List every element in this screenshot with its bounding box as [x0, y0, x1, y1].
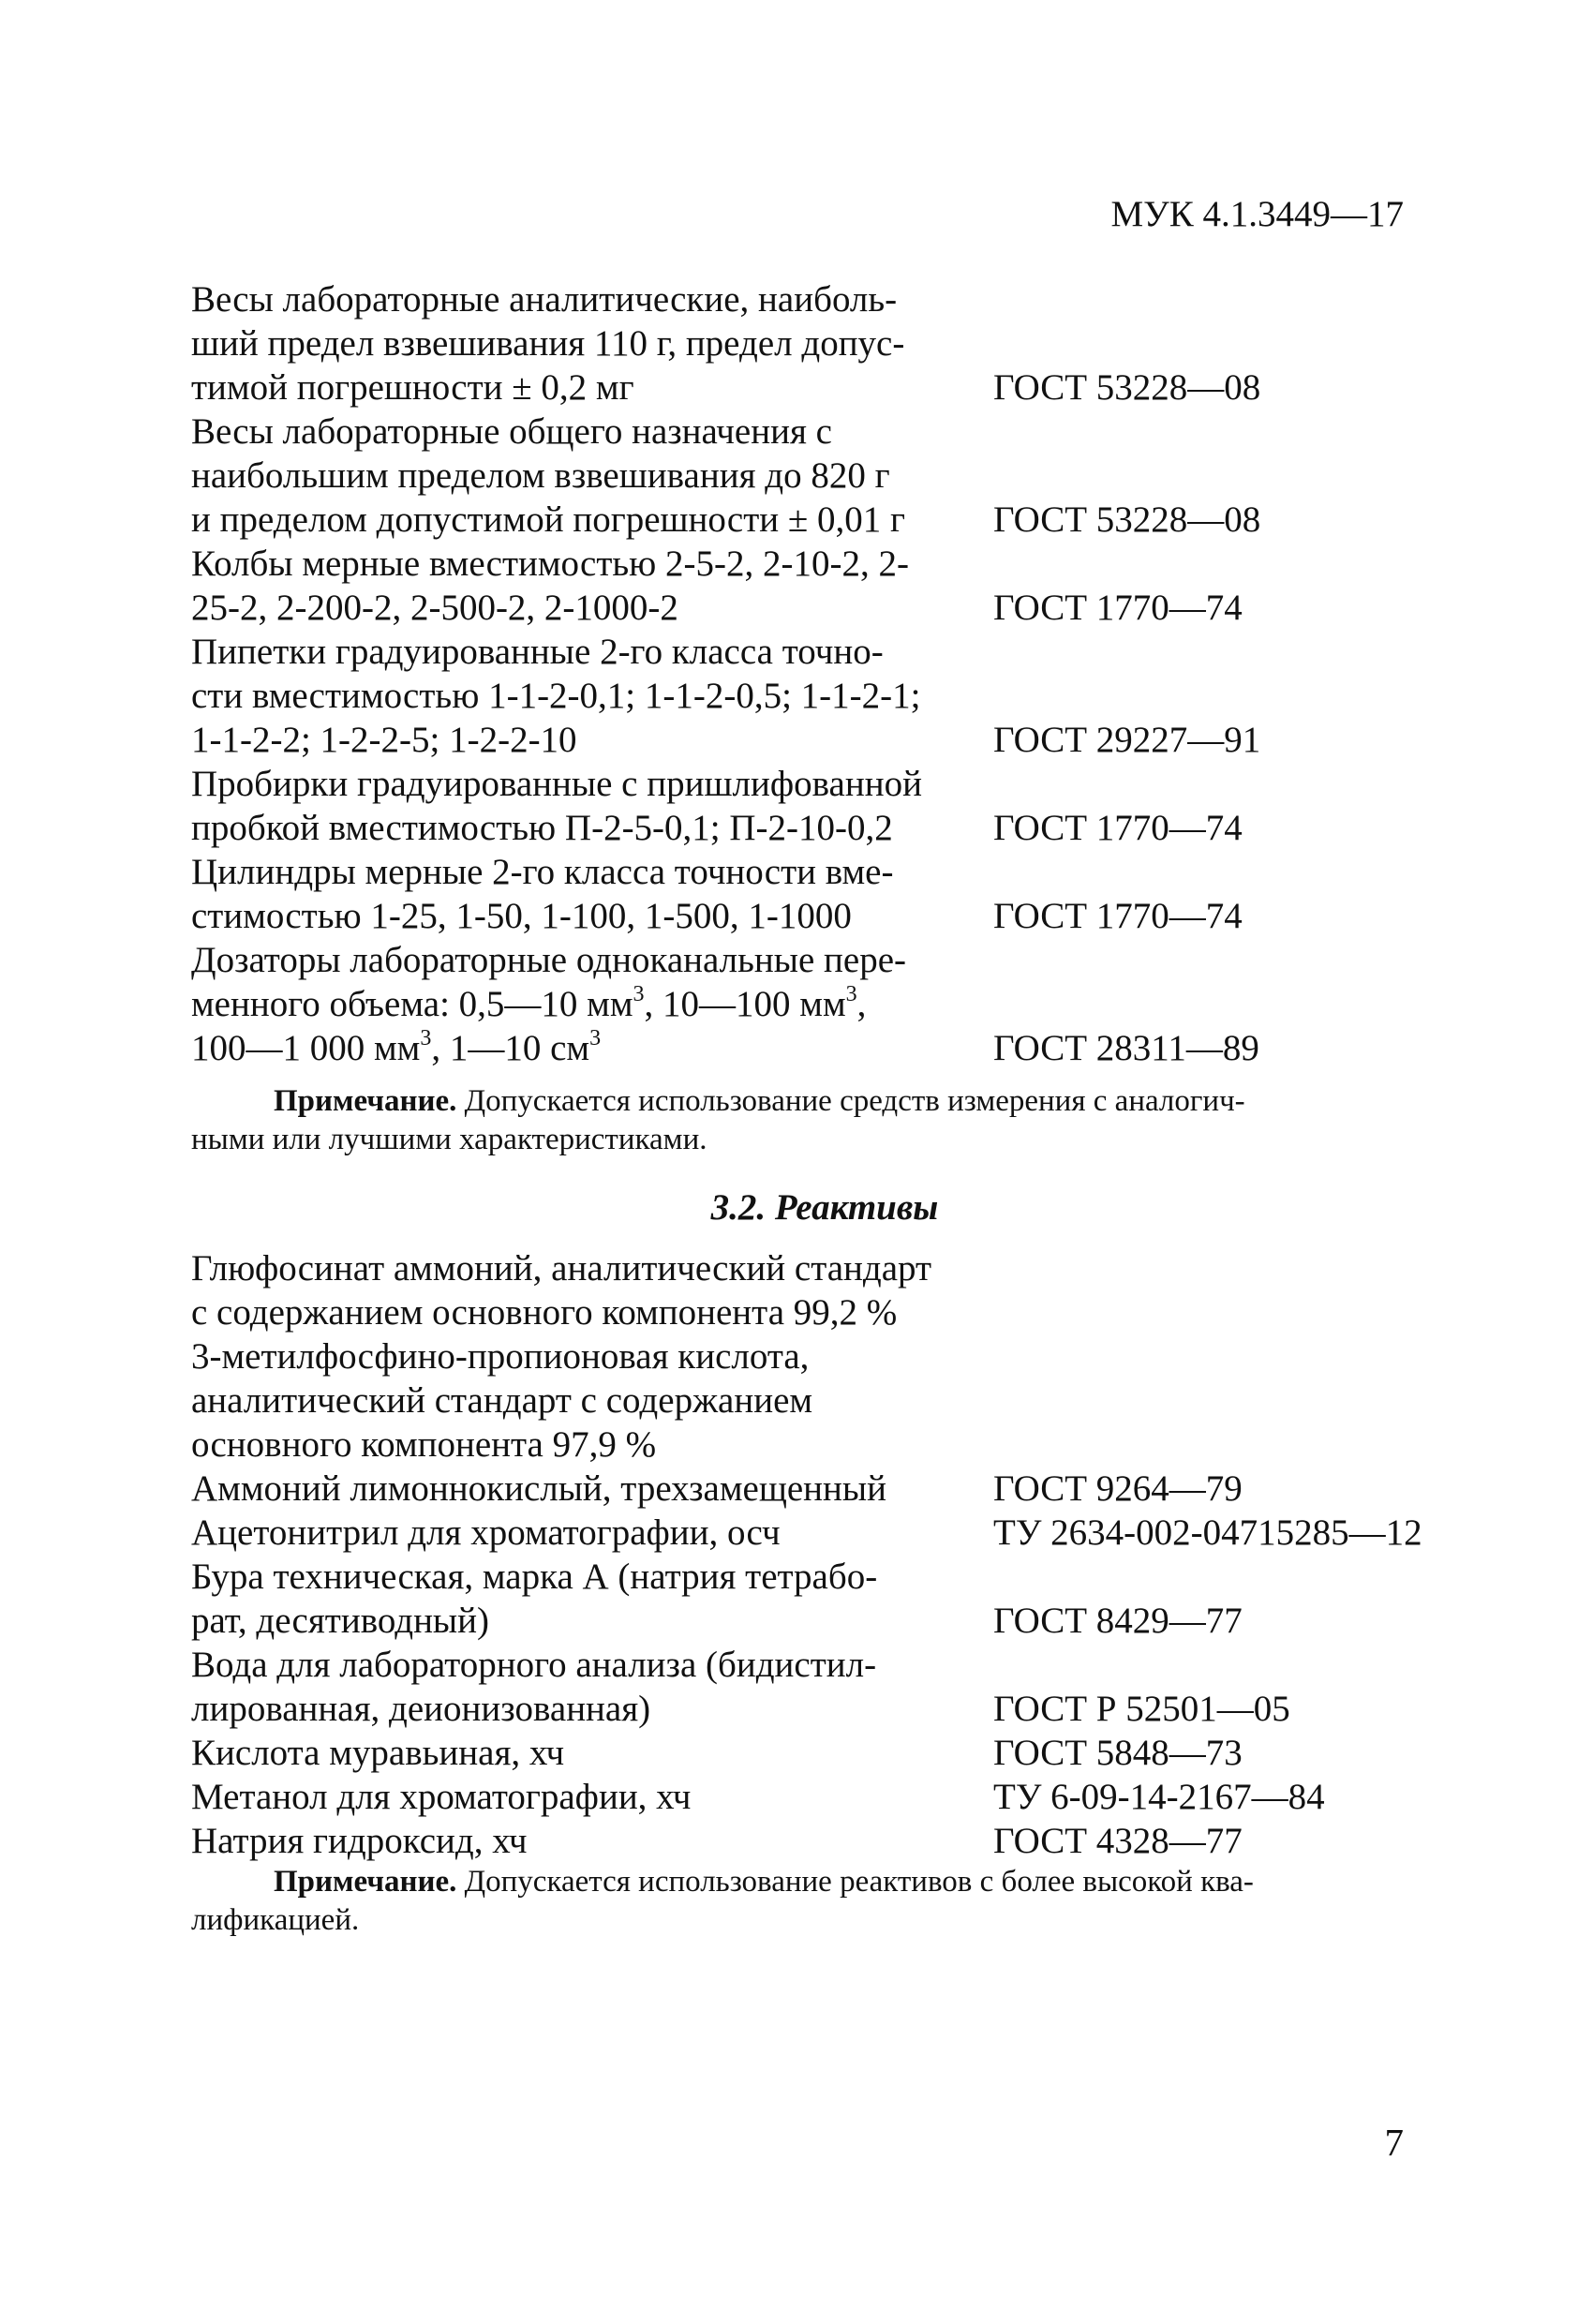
description-line: Весы лабораторные общего назначения с	[191, 411, 832, 452]
item-standard: ТУ 2634-002-04715285—12	[993, 1512, 1422, 1553]
description-line	[191, 982, 993, 1026]
description-line: Весы лабораторные аналитические, наиболь-	[191, 279, 898, 320]
item-description	[191, 762, 993, 850]
equipment-item-dispenser	[191, 938, 1447, 1070]
description-line: Вода для лабораторного анализа (бидистил-	[191, 1645, 877, 1685]
description-line: Пипетки градуированные 2-го класса точно-	[191, 632, 884, 672]
note-reagents	[191, 1863, 1400, 1940]
item-standard: ГОСТ 53228—08	[993, 499, 1261, 540]
item-description	[191, 1775, 993, 1819]
description-line: тимой погрешности ± 0,2 мг	[191, 367, 634, 408]
volume-text: 100—1 000 мм	[191, 1028, 421, 1068]
item-standard: ГОСТ 4328—77	[993, 1821, 1243, 1861]
document-code: МУК 4.1.3449—17	[1110, 194, 1404, 234]
description-line: стимостью 1-25, 1-50, 1-100, 1-500, 1-1000	[191, 896, 852, 936]
equipment-item	[191, 762, 1447, 850]
description-line: сти вместимостью 1-1-2-0,1; 1-1-2-0,5; 1-1-2-1;	[191, 676, 921, 716]
reagents-list	[191, 1246, 1447, 1863]
description-line: Кислота муравьиная, хч	[191, 1733, 565, 1773]
superscript: 3	[589, 1026, 602, 1050]
equipment-item	[191, 850, 1447, 938]
reagent-item	[191, 1555, 1447, 1643]
description-line: 1-1-2-2; 1-2-2-5; 1-2-2-10	[191, 720, 577, 760]
description-line: Цилиндры мерные 2-го класса точности вме-	[191, 852, 894, 892]
note-label: Примечание.	[274, 1084, 457, 1118]
item-standard: ГОСТ 1770—74	[993, 588, 1243, 628]
volume-text: , 10—100 мм	[644, 984, 846, 1024]
note-line	[191, 1082, 1400, 1121]
superscript: 3	[420, 1026, 432, 1050]
item-description	[191, 1511, 993, 1555]
reagent-item	[191, 1775, 1447, 1819]
reagent-item	[191, 1643, 1447, 1731]
item-standard: ГОСТ 28311—89	[993, 1028, 1259, 1068]
equipment-item	[191, 630, 1447, 762]
item-standard: ГОСТ 1770—74	[993, 896, 1243, 936]
description-line: Ацетонитрил для хроматографии, осч	[191, 1512, 781, 1553]
reagent-item	[191, 1246, 1447, 1334]
item-standard: ГОСТ 8429—77	[993, 1601, 1243, 1641]
description-line: Пробирки градуированные с пришлифованной	[191, 764, 922, 804]
description-line: Глюфосинат аммоний, аналитический стандарт	[191, 1248, 932, 1289]
item-standard: ТУ 6-09-14-2167—84	[993, 1777, 1325, 1817]
description-line: основного компонента 97,9 %	[191, 1424, 657, 1465]
description-line	[191, 1026, 993, 1070]
description-line: 3-метилфосфино-пропионовая кислота,	[191, 1336, 810, 1377]
description-line: Бура техническая, марка А (натрия тетрабо-	[191, 1557, 878, 1597]
reagent-item	[191, 1819, 1447, 1863]
volume-text: , 1—10 см	[431, 1028, 590, 1068]
description-line: Дозаторы лабораторные одноканальные пере-	[191, 940, 907, 980]
item-description	[191, 1555, 993, 1643]
note-line	[191, 1863, 1400, 1901]
item-standard: ГОСТ 5848—73	[993, 1733, 1243, 1773]
item-standard: ГОСТ 9264—79	[993, 1468, 1243, 1509]
description-line: и пределом допустимой погрешности ± 0,01 г	[191, 499, 906, 540]
reagent-item	[191, 1731, 1447, 1775]
item-description	[191, 1643, 993, 1731]
item-standard: ГОСТ Р 52501—05	[993, 1689, 1290, 1729]
description-line: Натрия гидроксид, хч	[191, 1821, 528, 1861]
note-equipment	[191, 1082, 1400, 1159]
reagent-item	[191, 1511, 1447, 1555]
description-line: 25-2, 2-200-2, 2-500-2, 2-1000-2	[191, 588, 678, 628]
description-line: с содержанием основного компонента 99,2 %	[191, 1292, 898, 1333]
description-line: наибольшим пределом взвешивания до 820 г	[191, 455, 890, 496]
description-line: Колбы мерные вместимостью 2-5-2, 2-10-2, 2-	[191, 544, 909, 584]
item-standard: ГОСТ 1770—74	[993, 808, 1243, 848]
note-text: Допускается использование средств измерения с аналогич-	[456, 1084, 1245, 1118]
superscript: 3	[845, 982, 857, 1006]
equipment-item	[191, 277, 1447, 410]
item-description	[191, 542, 993, 630]
superscript: 3	[633, 982, 645, 1006]
item-description	[191, 850, 993, 938]
note-text: Допускается использование реактивов с более высокой ква-	[456, 1865, 1254, 1899]
item-description	[191, 1467, 993, 1511]
description-line: пробкой вместимостью П-2-5-0,1; П-2-10-0,2	[191, 808, 893, 848]
item-description	[191, 410, 993, 542]
item-standard: ГОСТ 53228—08	[993, 367, 1261, 408]
note-text: ными или лучшими характеристиками.	[191, 1123, 707, 1156]
equipment-list	[191, 277, 1447, 1070]
page-number: 7	[1384, 2121, 1404, 2164]
volume-text: менного объема: 0,5—10 мм	[191, 984, 633, 1024]
item-description	[191, 630, 993, 762]
reagent-item	[191, 1334, 1447, 1467]
item-description	[191, 1334, 993, 1467]
equipment-item	[191, 410, 1447, 542]
equipment-item	[191, 542, 1447, 630]
reagent-item	[191, 1467, 1447, 1511]
description-line: Метанол для хроматографии, хч	[191, 1777, 692, 1817]
description-line: аналитический стандарт с содержанием	[191, 1380, 813, 1421]
item-description	[191, 1819, 993, 1863]
note-text: лификацией.	[191, 1903, 360, 1937]
item-description	[191, 277, 993, 410]
description-line: Аммоний лимоннокислый, трехзамещенный	[191, 1468, 886, 1509]
description-line: лированная, деионизованная)	[191, 1689, 651, 1729]
section-title: 3.2. Реактивы	[710, 1187, 939, 1228]
item-description	[191, 1731, 993, 1775]
description-line: рат, десятиводный)	[191, 1601, 489, 1641]
item-description	[191, 938, 993, 1070]
description-line: ший предел взвешивания 110 г, предел допус-	[191, 323, 905, 364]
item-description	[191, 1246, 993, 1334]
item-standard: ГОСТ 29227—91	[993, 720, 1261, 760]
volume-text: ,	[856, 984, 867, 1024]
note-label: Примечание.	[274, 1865, 457, 1899]
